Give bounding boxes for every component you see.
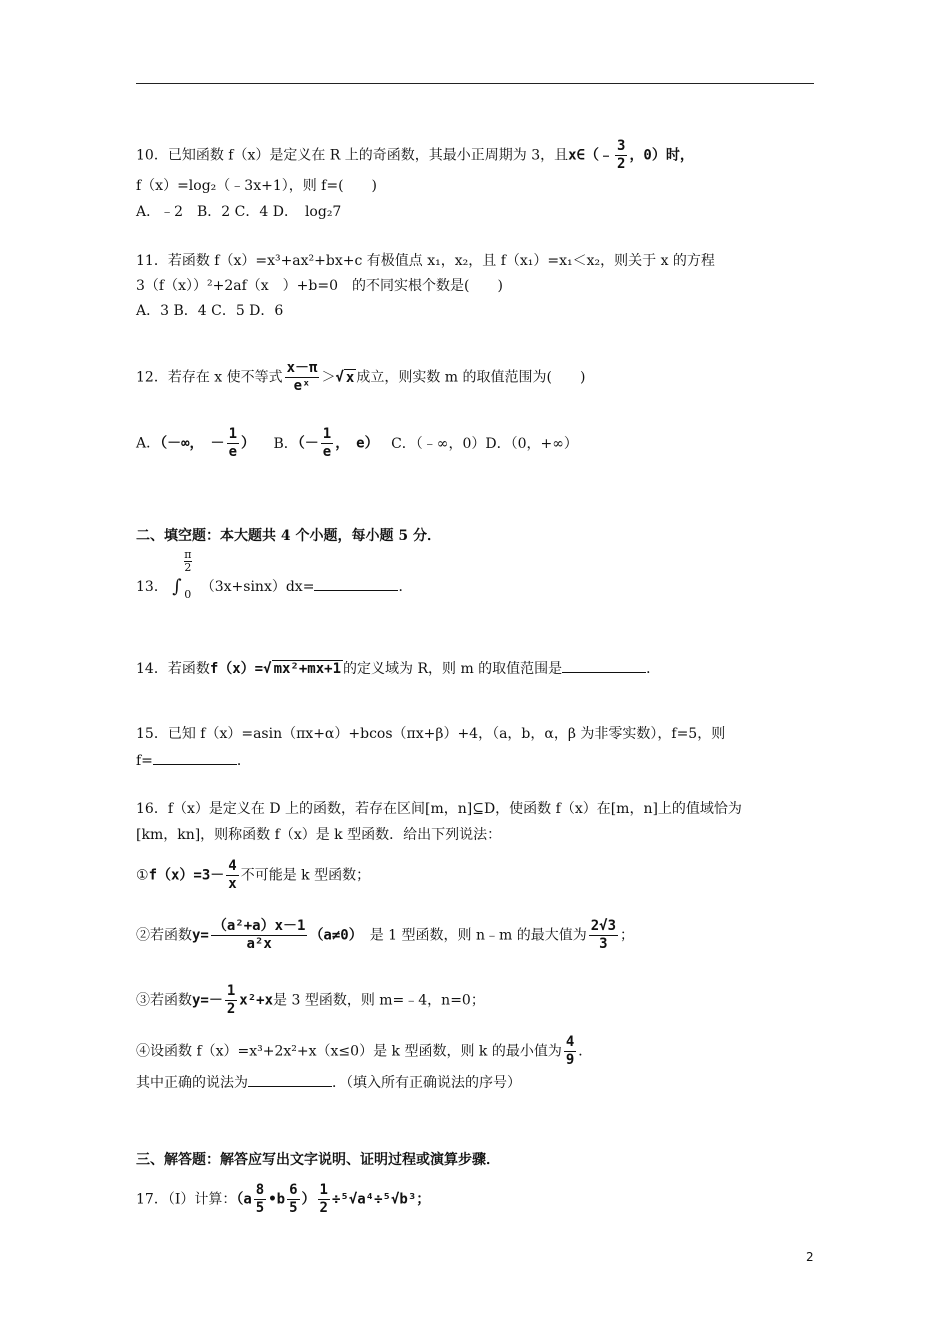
q16-statement4 [136,1034,592,1069]
q12-optCD: C．（﹣∞，0）D．（0，+∞） [391,435,578,452]
q12-optA-den: e [228,444,237,460]
s2-mid: 是 1 型函数，则 n﹣m 的最大值为 [355,927,587,944]
q10-text: 10．已知函数 f（x）是定义在 R 上的奇函数，其最小正周期为 3，且 [136,147,569,164]
section3-heading: 三、解答题：解答应写出文字说明、证明过程或演算步骤． [136,1152,500,1168]
q13-line [136,547,413,601]
s2-ans-frac [589,918,618,953]
s1-math: f（x）=3－ [148,867,225,884]
q16-statement1 [136,858,370,893]
q12-suffix: 成立，则实数 m 的取值范围为( ) [356,369,586,386]
q17-dot-b: •b [268,1191,286,1208]
s2-prefix: ②若函数 [136,927,192,944]
s2-y: y= [192,927,209,944]
q15-line1: 15．已知 f（x）=asin（πx+α）+bcos（πx+β）+4，（a，b，α，β 为非零实数），f=5，则 [136,726,726,742]
s1-den: x [228,876,237,892]
q12-optB-pre: （－ [297,435,319,452]
q16-answer-blank[interactable] [248,1072,332,1087]
s4-frac [564,1034,576,1069]
q13-upper-den: 2 [184,560,192,574]
s2-num: （a²+a）x－1 [212,918,306,934]
q16-final-prefix: 其中正确的说法为 [136,1075,248,1091]
integral-sign: ∫ [172,575,182,597]
q17-exp3-den: 2 [319,1200,328,1216]
q17-exp3 [318,1182,330,1217]
q17-exp2-num: 6 [289,1182,298,1198]
s2-den: a²x [246,936,272,952]
s1-num: 4 [228,858,237,874]
s2-cond: （a≠0） [309,927,356,944]
s1-frac [226,858,238,893]
q12-options [136,426,578,461]
q10-domain-start: x∈（﹣ [568,147,613,164]
q13-label: 13． [136,579,168,595]
q17-math-open: （a [236,1191,252,1208]
s2-end: ； [620,927,635,944]
s1-suffix: 不可能是 k 型函数； [240,867,371,884]
q16-statement2 [136,918,634,953]
q10-domain-end: ，0）时， [629,147,694,164]
q17-prefix: 17．（Ⅰ）计算： [136,1191,237,1208]
q13-upper-num: π [184,547,192,561]
s4-prefix: ④设函数 f（x）=x³+2x²+x（x≤0）是 k 型函数，则 k 的最小值为 [136,1043,562,1060]
q10-fraction [615,138,627,173]
s3-den: 2 [226,1001,236,1017]
q12-optA-label: A． [136,435,161,452]
q17-exp2 [287,1182,299,1217]
q16-line1: 16．f（x）是定义在 D 上的函数，若存在区间[m，n]⊆D，使函数 f（x）在[m，n]上的值域恰为 [136,801,742,817]
q12-optB-frac [321,426,333,461]
q12-optA-num: 1 [228,426,237,442]
q15-prefix: f= [136,753,153,769]
s3-prefix: ③若函数 [136,992,192,1009]
q12-fraction [285,360,320,395]
q13-upper-limit [184,549,191,574]
q10-line1 [136,138,694,173]
q11-options: A．3 B．4 C．5 D．6 [136,303,284,319]
s4-num: 4 [565,1034,575,1050]
q14-math-pre: f（x）= [209,661,264,677]
header-rule [136,83,814,84]
q17-rest: ÷⁵√a⁴÷⁵√b³； [331,1191,431,1208]
q17-close: ） [301,1191,316,1208]
q12-optA-post: ） [241,435,255,452]
s3-num: 1 [226,983,236,999]
q15-answer-blank[interactable] [153,750,237,765]
q12-optA-frac [227,426,239,461]
q14-prefix: 14．若函数 [136,661,210,677]
s2-frac [211,918,308,953]
q14-sqrt-body: mx²+mx+1 [273,661,341,677]
q10-options: A．﹣2 B．2 C．4 D． log₂7 [136,204,342,220]
q17-exp2-den: 5 [289,1200,298,1216]
q17-exp1-num: 8 [255,1182,265,1198]
q14-answer-blank[interactable] [562,658,646,673]
q14-suffix: 的定义域为 R，则 m 的取值范围是 [343,661,563,677]
q12-optB-post: ， e） [335,435,379,452]
q12-sqrt: √ x [335,369,355,386]
q16-final [136,1072,521,1093]
q10-frac-num: 3 [617,138,626,154]
q13-answer-blank[interactable] [314,576,398,591]
q15-end: ． [236,753,251,769]
q14-line [136,658,660,679]
q12-optA-pre: （－∞， － [160,435,225,452]
q14-end: ． [646,661,661,677]
s3-suffix: 是 3 型函数，则 m=﹣4，n=0； [273,992,485,1009]
q11-line1: 11．若函数 f（x）=x³+ax²+bx+c 有极值点 x₁，x₂，且 f（x₁）=x₁＜x₂，则关于 x 的方程 [136,253,715,269]
q17-exp1-den: 5 [255,1200,265,1216]
section2-heading: 二、填空题：本大题共 4 个小题，每小题 5 分． [136,528,441,544]
q16-final-suffix: ．（填入所有正确说法的序号） [332,1075,521,1091]
q12-sqrt-body: x [345,369,355,386]
page-number: 2 [806,1250,814,1264]
s1-marker: ① [136,867,149,884]
s4-end: ． [578,1043,593,1060]
q16-statement3 [136,983,485,1018]
q12-optB-den: e [322,444,332,460]
s2-ans-num: 2√3 [590,918,617,934]
q10-line2: f（x）=log₂（﹣3x+1），则 f=( ) [136,178,378,194]
s2-ans-den: 3 [599,936,608,952]
q11-line2: 3（f（x））²+2af（x ）+b=0 的不同实根个数是( ) [136,278,503,294]
q13-integral [172,547,196,601]
q17-line [136,1182,430,1217]
q12-optB-label: B． [273,435,298,452]
q12-frac-den: eˣ [293,378,311,394]
q10-frac-den: 2 [617,156,626,172]
q16-line2: [km，kn]，则称函数 f（x）是 k 型函数．给出下列说法： [136,827,502,843]
q13-lower-limit: 0 [184,587,192,601]
q12-frac-num: x－π [286,360,318,376]
s3-math-pre: y=－ [192,992,223,1009]
q12-optB-num: 1 [322,426,332,442]
q13-end: ． [398,579,413,595]
q13-body: （3x+sinx）dx= [200,579,315,595]
q15-line2 [136,750,251,771]
q17-exp3-num: 1 [319,1182,328,1198]
q12-line [136,360,585,395]
s3-frac [225,983,237,1018]
s4-den: 9 [565,1052,575,1068]
s3-math-post: x²+x [239,992,274,1009]
q14-sqrt: √ mx²+mx+1 [263,661,341,677]
q17-exp1 [254,1182,266,1217]
q12-prefix: 12．若存在 x 使不等式 [136,369,283,386]
q12-gt: ＞ [321,369,336,386]
